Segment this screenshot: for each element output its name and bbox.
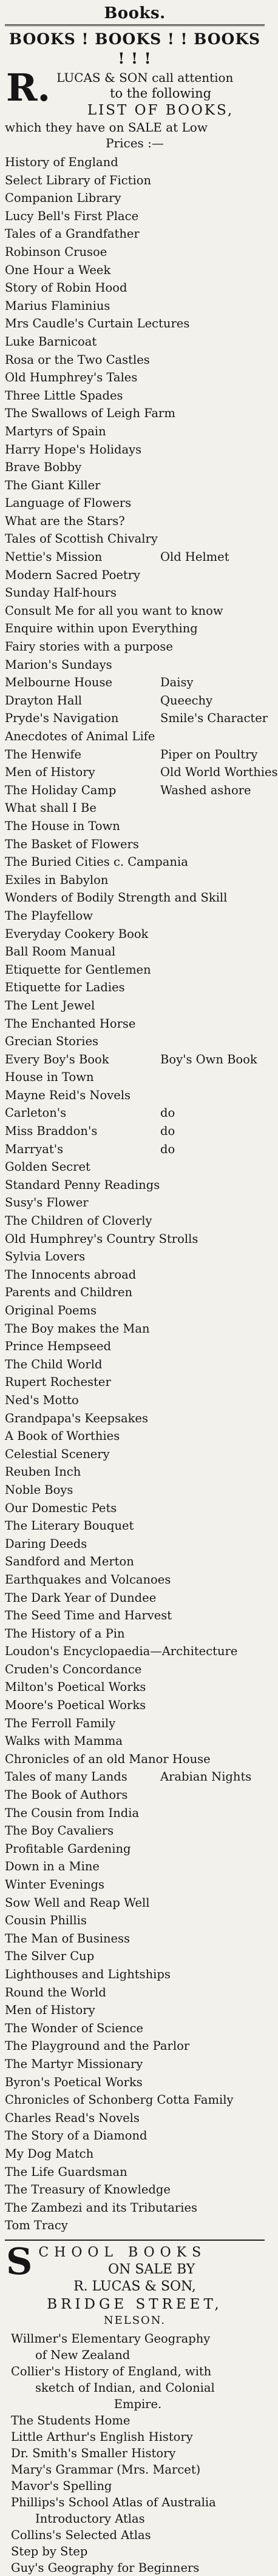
list-item	[5, 961, 265, 979]
book-title: Susy's Flower	[5, 1196, 89, 1210]
book-title: The Boy makes the Man	[5, 1321, 150, 1336]
school-book-title: Mavor's Spelling	[11, 2478, 112, 2493]
book-title: Carleton's	[5, 1106, 67, 1120]
list-item	[5, 1283, 265, 1302]
book-title: The Martyr Missionary	[5, 2056, 143, 2071]
school-book-title: Mary's Grammar (Mrs. Marcet)	[11, 2462, 201, 2477]
list-item	[5, 2181, 265, 2199]
book-title: Sunday Half-hours	[5, 586, 117, 600]
list-item	[5, 1984, 265, 2002]
school-books-advert	[5, 2240, 265, 2576]
book-title: The Silver Cup	[5, 1949, 95, 1964]
book-title: Standard Penny Readings	[5, 1177, 160, 1192]
school-book-title-continued: sketch of Indian, and Colonial	[35, 2380, 215, 2395]
list-item	[5, 907, 265, 925]
list-item	[5, 728, 265, 746]
book-title: The Man of Business	[5, 1931, 131, 1945]
list-item	[5, 1571, 265, 1589]
book-title: The Swallows of Leigh Farm	[5, 406, 175, 421]
book-title: Men of History	[5, 765, 95, 780]
list-item	[5, 799, 265, 817]
list-item	[5, 709, 268, 728]
list-item	[5, 458, 265, 477]
book-title: Walks with Mamma	[5, 1734, 123, 1748]
book-title: Rupert Rochester	[5, 1375, 111, 1390]
list-item	[5, 638, 265, 656]
book-title: The Treasury of Knowledge	[5, 2183, 171, 2197]
book-title: Martyrs of Spain	[5, 424, 106, 438]
book-title: Select Library of Fiction	[5, 173, 151, 187]
book-title: Language of Flowers	[5, 496, 132, 510]
book-title: Chronicles of an old Manor House	[5, 1751, 211, 1766]
list-item	[5, 1266, 265, 1284]
list-item	[5, 925, 265, 943]
list-item	[5, 1176, 265, 1194]
list-item	[5, 1410, 265, 1428]
list-item	[5, 1248, 265, 1266]
intro-line-4: Prices :—	[106, 136, 164, 150]
list-item	[5, 853, 265, 871]
list-item	[5, 1032, 265, 1051]
book-title: Cousin Phillis	[5, 1913, 87, 1928]
book-title: History of England	[5, 155, 118, 169]
book-title: Celestial Scenery	[5, 1447, 110, 1461]
book-title: Original Poems	[5, 1303, 97, 1317]
list-item	[5, 1642, 265, 1661]
list-item	[5, 1302, 265, 1320]
list-item	[5, 2163, 265, 2181]
book-title: Marius Flaminius	[5, 298, 110, 313]
list-item	[5, 692, 265, 710]
book-title: Our Domestic Pets	[5, 1500, 117, 1515]
list-item	[5, 1804, 265, 1822]
book-title: The Seed Time and Harvest	[5, 1608, 172, 1623]
list-item	[5, 297, 265, 315]
list-item	[5, 1625, 265, 1643]
list-item	[5, 1337, 265, 1356]
book-title: The Innocents abroad	[5, 1267, 137, 1282]
book-title: Rosa or the Two Castles	[5, 352, 150, 367]
list-item	[5, 1499, 265, 1517]
book-title: Ball Room Manual	[5, 945, 116, 959]
book-title: Cruden's Concordance	[5, 1662, 142, 1676]
book-title: Anecdotes of Animal Life	[5, 729, 155, 743]
book-title: Enquire within upon Everything	[5, 621, 198, 636]
list-item	[5, 153, 265, 172]
list-item	[5, 584, 265, 602]
list-item	[11, 2527, 265, 2543]
book-title: Reuben Inch	[5, 1465, 81, 1479]
list-item	[5, 1930, 265, 1948]
book-title: Every Boy's Book	[5, 1052, 109, 1066]
school-book-title: Guy's Geography for Beginners	[11, 2560, 200, 2575]
book-title: Sow Well and Reap Well	[5, 1895, 150, 1910]
book-title: Ned's Motto	[5, 1393, 79, 1407]
list-item	[5, 1230, 265, 1248]
list-item	[5, 2127, 265, 2145]
list-item	[5, 1140, 265, 1159]
list-item	[5, 2037, 265, 2055]
book-title: The Giant Killer	[5, 478, 101, 492]
book-title: Charles Read's Novels	[5, 2110, 140, 2125]
list-item	[5, 763, 278, 781]
list-item	[5, 1122, 265, 1140]
book-title: Prince Hempseed	[5, 1339, 111, 1354]
list-item	[5, 530, 265, 548]
book-title: The Ferroll Family	[5, 1716, 116, 1730]
book-title: One Hour a Week	[5, 263, 111, 277]
list-item	[5, 2019, 265, 2038]
list-item	[5, 656, 265, 674]
list-item	[5, 1158, 265, 1176]
book-title: Marryat's	[5, 1142, 64, 1156]
school-book-title-continued: Empire.	[114, 2397, 162, 2411]
list-item	[5, 1786, 265, 1804]
book-title: The Basket of Flowers	[5, 837, 139, 851]
book-title-second: Washed ashore	[160, 783, 251, 797]
book-title: Etiquette for Gentlemen	[5, 962, 151, 977]
book-title-second: Piper on Poultry	[160, 747, 258, 761]
book-title: Everyday Cookery Book	[5, 926, 149, 941]
list-item	[5, 1894, 265, 1912]
book-title-second: Arabian Nights	[160, 1770, 252, 1784]
book-title: Drayton Hall	[5, 693, 83, 708]
book-title: Nettie's Mission	[5, 550, 103, 564]
book-title: Etiquette for Ladies	[5, 980, 125, 995]
school-book-title: Step by Step	[11, 2544, 88, 2558]
list-item	[5, 566, 265, 584]
list-item	[11, 2560, 265, 2576]
drop-cap-initial: R.	[6, 65, 51, 110]
school-book-title: Collins's Selected Atlas	[11, 2527, 151, 2542]
list-item	[5, 387, 265, 405]
list-item	[5, 548, 265, 566]
list-item	[5, 1320, 265, 1338]
book-title: Grecian Stories	[5, 1034, 99, 1049]
book-title: The House in Town	[5, 818, 120, 833]
list-item	[5, 1912, 265, 1930]
list-item	[5, 781, 265, 800]
list-item	[5, 2199, 265, 2217]
book-list	[5, 153, 278, 2235]
school-book-title: Collier's History of England, with	[11, 2364, 212, 2378]
school-town: NELSON.	[103, 2313, 166, 2327]
list-item	[5, 1589, 265, 1607]
list-item	[5, 1732, 265, 1750]
book-title: Old Humphrey's Country Strolls	[5, 1231, 198, 1246]
list-item	[11, 2412, 265, 2429]
list-item	[11, 2478, 265, 2494]
list-item	[5, 441, 265, 459]
heading-rule	[5, 24, 265, 26]
list-item	[11, 2363, 265, 2412]
school-book-title-continued: of New Zealand	[35, 2347, 131, 2362]
list-item	[11, 2330, 265, 2363]
list-item	[5, 2055, 265, 2073]
list-item	[11, 2494, 265, 2527]
list-item	[5, 1015, 265, 1033]
book-title-second: Boy's Own Book	[160, 1052, 257, 1066]
list-item	[5, 1086, 265, 1105]
book-title: Lighthouses and Lightships	[5, 1967, 171, 1981]
book-title: The Enchanted Horse	[5, 1016, 136, 1031]
list-item	[5, 1068, 265, 1086]
book-title: Brave Bobby	[5, 460, 82, 475]
list-item	[5, 602, 265, 620]
book-title: Lucy Bell's First Place	[5, 209, 139, 223]
school-book-title: Dr. Smith's Smaller History	[11, 2446, 176, 2460]
list-item	[5, 1194, 265, 1212]
list-item	[5, 1750, 265, 1768]
list-item	[5, 1356, 265, 1374]
book-title: Modern Sacred Poetry	[5, 567, 141, 582]
book-title: Sandford and Merton	[5, 1554, 134, 1569]
book-title-second: Queechy	[160, 693, 213, 708]
list-item	[5, 835, 265, 854]
list-item	[5, 1481, 265, 1499]
list-item	[11, 2461, 265, 2478]
book-title: The Life Guardsman	[5, 2164, 127, 2179]
list-item	[5, 620, 265, 638]
list-item	[5, 207, 265, 226]
list-item	[5, 1373, 265, 1391]
list-item	[5, 333, 265, 351]
book-title: House in Town	[5, 1070, 94, 1085]
list-item	[5, 1876, 265, 1894]
book-title: The Cousin from India	[5, 1805, 140, 1820]
list-item	[5, 1947, 265, 1965]
book-title: The History of a Pin	[5, 1626, 125, 1641]
list-item	[5, 1678, 265, 1696]
list-item	[5, 889, 265, 907]
book-title: Daring Deeds	[5, 1536, 87, 1551]
school-book-list	[5, 2330, 265, 2576]
book-title: Mayne Reid's Novels	[5, 1088, 131, 1102]
book-title: What shall I Be	[5, 801, 97, 815]
list-item	[5, 1696, 265, 1715]
list-item	[5, 943, 265, 961]
intro-line-2: to the following	[110, 86, 212, 101]
list-item	[5, 1661, 265, 1679]
list-item	[5, 494, 265, 512]
list-item	[5, 189, 265, 207]
book-title: The Holiday Camp	[5, 783, 117, 797]
book-title: The Wonder of Science	[5, 2021, 144, 2035]
book-title: The Boy Cavaliers	[5, 1824, 114, 1838]
list-item	[5, 2216, 265, 2235]
list-item	[5, 279, 265, 297]
book-title: Consult Me for all you want to know	[5, 603, 223, 618]
book-title: Pryde's Navigation	[5, 711, 119, 726]
advert-banner: BOOKS ! BOOKS ! ! BOOKS ! ! !	[8, 30, 261, 67]
list-item	[5, 225, 265, 243]
book-title: Marion's Sundays	[5, 657, 112, 672]
book-title: Wonders of Bodily Strength and Skill	[5, 891, 228, 905]
list-item	[5, 1104, 265, 1122]
book-title: Luke Barnicoat	[5, 334, 97, 349]
book-title: Golden Secret	[5, 1160, 90, 1174]
book-title: Three Little Spades	[5, 388, 123, 403]
book-title: Noble Boys	[5, 1482, 73, 1497]
book-title: Story of Robin Hood	[5, 281, 127, 295]
book-title: The Story of a Diamond	[5, 2129, 147, 2143]
book-title: The Dark Year of Dundee	[5, 1590, 157, 1605]
list-item	[5, 351, 265, 369]
list-item	[5, 2145, 265, 2163]
book-title-second: Old Helmet	[160, 550, 229, 564]
list-item	[5, 477, 265, 495]
list-item	[5, 674, 265, 692]
list-item	[5, 1822, 265, 1840]
book-title: Men of History	[5, 2003, 95, 2018]
list-item	[5, 315, 265, 333]
school-line-2: ON SALE BY	[108, 2261, 195, 2277]
book-title-second: do	[160, 1142, 175, 1156]
list-item	[5, 997, 265, 1015]
book-title-second: Daisy	[160, 675, 194, 690]
book-title-second: Old World Worthies	[160, 765, 278, 780]
book-title: Profitable Gardening	[5, 1841, 131, 1856]
book-title: Down in a Mine	[5, 1859, 100, 1874]
list-item	[5, 404, 265, 423]
book-title: The Henwife	[5, 747, 82, 761]
book-title: Tales of many Lands	[5, 1770, 127, 1784]
book-title: What are the Stars?	[5, 514, 125, 528]
list-item	[5, 1840, 265, 1858]
book-title: The Playfellow	[5, 908, 93, 923]
column-heading: Books.	[104, 4, 166, 22]
list-item	[5, 746, 265, 764]
book-title: Sylvia Lovers	[5, 1250, 86, 1264]
school-book-title-continued: Introductory Atlas	[35, 2511, 145, 2526]
list-item	[5, 261, 265, 279]
list-item	[5, 1607, 265, 1625]
school-line-1: CHOOL BOOKS	[38, 2244, 207, 2260]
school-book-title: The Students Home	[11, 2413, 131, 2427]
list-item	[5, 871, 265, 889]
list-item	[5, 2073, 265, 2092]
list-title: LIST OF BOOKS,	[87, 102, 234, 118]
list-item	[5, 243, 265, 261]
school-book-title: Willmer's Elementary Geography	[11, 2331, 211, 2346]
book-title: Tom Tracy	[5, 2218, 68, 2233]
book-title-second: do	[160, 1106, 175, 1120]
book-title: Earthquakes and Volcanoes	[5, 1572, 171, 1587]
school-drop-cap-initial: S	[6, 2240, 33, 2283]
book-title: The Lent Jewel	[5, 998, 95, 1012]
book-title: The Buried Cities c. Campania	[5, 855, 188, 869]
list-item	[5, 1768, 265, 1786]
book-title: Exiles in Babylon	[5, 872, 109, 887]
list-item	[11, 2429, 265, 2445]
advert-intro	[5, 65, 265, 151]
book-title: The Playground and the Parlor	[5, 2039, 190, 2053]
book-title-second: Smile's Character	[160, 711, 268, 726]
list-item	[5, 1965, 265, 1984]
intro-line-1: LUCAS & SON call attention	[56, 70, 234, 85]
list-item	[5, 1463, 265, 1481]
book-title: Loudon's Encyclopaedia—Architecture	[5, 1644, 238, 1659]
book-title: Robinson Crusoe	[5, 244, 107, 259]
list-item	[5, 2001, 265, 2019]
list-item	[5, 1445, 265, 1464]
list-item	[5, 1858, 265, 1876]
book-title: Tales of a Grandfather	[5, 227, 140, 241]
book-title: Parents and Children	[5, 1285, 133, 1300]
list-item	[5, 1427, 265, 1445]
list-item	[5, 1535, 265, 1553]
list-item	[5, 1553, 265, 1571]
list-item	[5, 423, 265, 441]
list-item	[5, 172, 265, 190]
list-item	[5, 512, 265, 530]
section-divider	[5, 2240, 265, 2241]
book-title: Mrs Caudle's Curtain Lectures	[5, 316, 190, 331]
list-item	[5, 1391, 265, 1410]
list-item	[11, 2543, 265, 2560]
book-title: The Zambezi and its Tributaries	[5, 2200, 198, 2215]
book-title: The Literary Bouquet	[5, 1519, 134, 1533]
book-title: The Child World	[5, 1357, 103, 1371]
book-title-second: do	[160, 1124, 175, 1139]
book-title: Moore's Poetical Works	[5, 1698, 146, 1713]
book-title: Companion Library	[5, 191, 121, 206]
list-item	[5, 1212, 265, 1230]
book-title: Chronicles of Schonberg Cotta Family	[5, 2093, 234, 2107]
book-title: The Children of Cloverly	[5, 1214, 152, 1228]
book-title: Byron's Poetical Works	[5, 2075, 143, 2089]
intro-line-3: which they have on SALE at Low	[5, 120, 208, 135]
book-title: Tales of Scottish Chivalry	[5, 532, 158, 546]
book-title: Miss Braddon's	[5, 1124, 98, 1139]
list-item	[5, 817, 265, 835]
school-street: BRIDGE STREET,	[47, 2296, 223, 2312]
list-item	[5, 979, 265, 997]
book-title: The Book of Authors	[5, 1788, 128, 1802]
book-title: Fairy stories with a purpose	[5, 640, 173, 654]
book-title: Harry Hope's Holidays	[5, 442, 142, 457]
list-item	[5, 1517, 265, 1535]
book-title: Winter Evenings	[5, 1878, 105, 1892]
school-book-title: Phillips's School Atlas of Australia	[11, 2495, 216, 2509]
book-title: My Dog Match	[5, 2146, 94, 2161]
list-item	[5, 1051, 265, 1069]
list-item	[5, 369, 265, 387]
book-title: Grandpapa's Keepsakes	[5, 1411, 148, 1425]
book-title: A Book of Worthies	[5, 1429, 120, 1444]
list-item	[11, 2445, 265, 2461]
list-item	[5, 2091, 265, 2109]
book-title: Milton's Poetical Works	[5, 1680, 146, 1694]
book-title: Round the World	[5, 1985, 106, 1999]
list-item	[5, 2109, 265, 2127]
school-line-3: R. LUCAS & SON,	[73, 2278, 196, 2294]
book-title: Melbourne House	[5, 675, 112, 690]
list-item	[5, 1715, 265, 1733]
book-title: Old Humphrey's Tales	[5, 370, 138, 385]
school-book-title: Little Arthur's English History	[11, 2429, 193, 2444]
